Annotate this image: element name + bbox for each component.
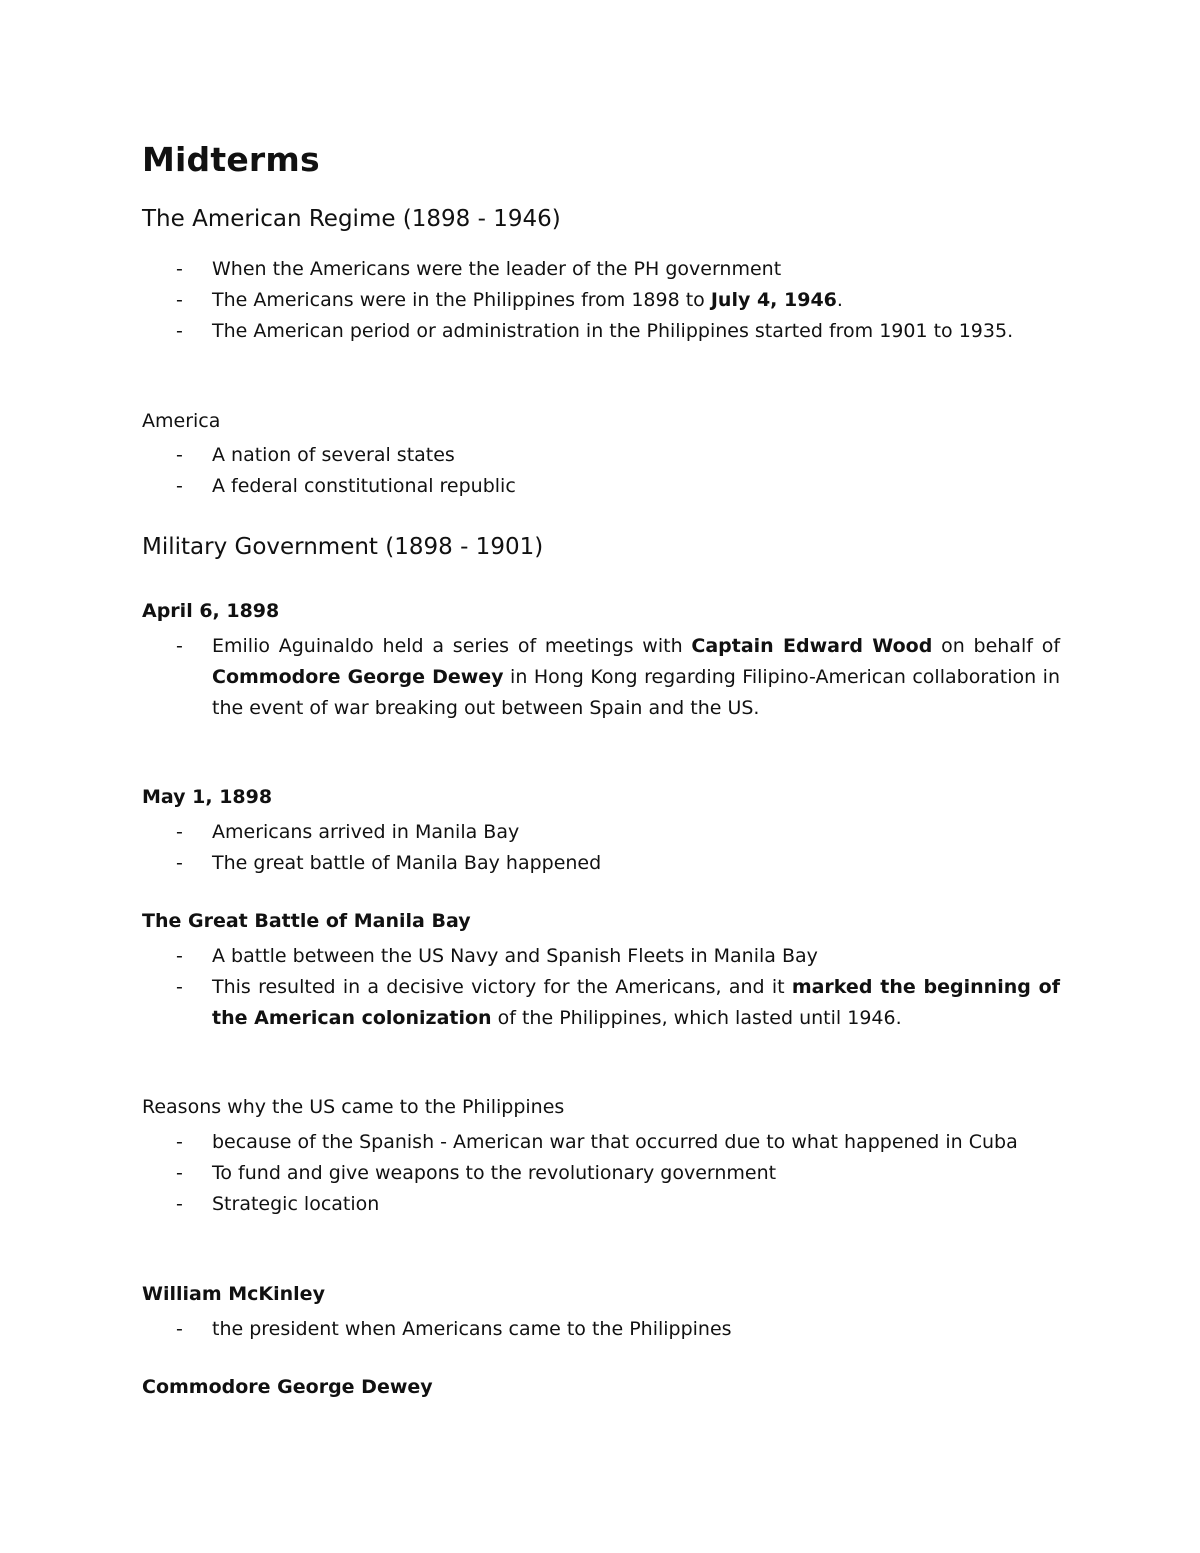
list-item: - because of the Spanish - American war that occurred due to what happened in Cuba	[142, 1127, 1060, 1158]
section-heading-military-government: Military Government (1898 - 1901)	[142, 534, 544, 560]
mckinley-list	[142, 1314, 1060, 1345]
america-list	[142, 440, 1060, 502]
list-item: - This resulted in a decisive victory for the Americans, and it marked the beginning of the American colonization of the Philippines, which lasted until 1946.	[142, 972, 1060, 1034]
list-item: - Emilio Aguinaldo held a series of meetings with Captain Edward Wood on behalf of Commodore George Dewey in Hong Kong regarding Filipino-American collaboration in the event of war breaking out between Spain and the US.	[142, 631, 1060, 724]
list-item: - The great battle of Manila Bay happened	[142, 848, 1060, 879]
battle-heading: The Great Battle of Manila Bay	[142, 910, 471, 932]
list-item: - A federal constitutional republic	[142, 471, 1060, 502]
reasons-list	[142, 1127, 1060, 1220]
section-heading-american-regime: The American Regime (1898 - 1946)	[142, 206, 561, 232]
mckinley-heading: William McKinley	[142, 1283, 325, 1305]
list-item: - Strategic location	[142, 1189, 1060, 1220]
list-item: - Americans arrived in Manila Bay	[142, 817, 1060, 848]
april-list	[142, 631, 1060, 724]
date-april-6-1898: April 6, 1898	[142, 600, 280, 622]
dewey-heading: Commodore George Dewey	[142, 1376, 433, 1398]
list-item: - A battle between the US Navy and Spanish Fleets in Manila Bay	[142, 941, 1060, 972]
reasons-label: Reasons why the US came to the Philippines	[142, 1096, 565, 1118]
list-item: - The American period or administration in the Philippines started from 1901 to 1935.	[142, 316, 1060, 347]
battle-list	[142, 941, 1060, 1034]
list-item: - To fund and give weapons to the revolutionary government	[142, 1158, 1060, 1189]
list-item: - The Americans were in the Philippines from 1898 to July 4, 1946.	[142, 285, 1060, 316]
list-item: - the president when Americans came to the Philippines	[142, 1314, 1060, 1345]
may-list	[142, 817, 1060, 879]
document-title: Midterms	[142, 140, 320, 179]
american-regime-list	[142, 254, 1060, 347]
list-item: - When the Americans were the leader of the PH government	[142, 254, 1060, 285]
america-label: America	[142, 410, 221, 432]
list-item: - A nation of several states	[142, 440, 1060, 471]
date-may-1-1898: May 1, 1898	[142, 786, 273, 808]
